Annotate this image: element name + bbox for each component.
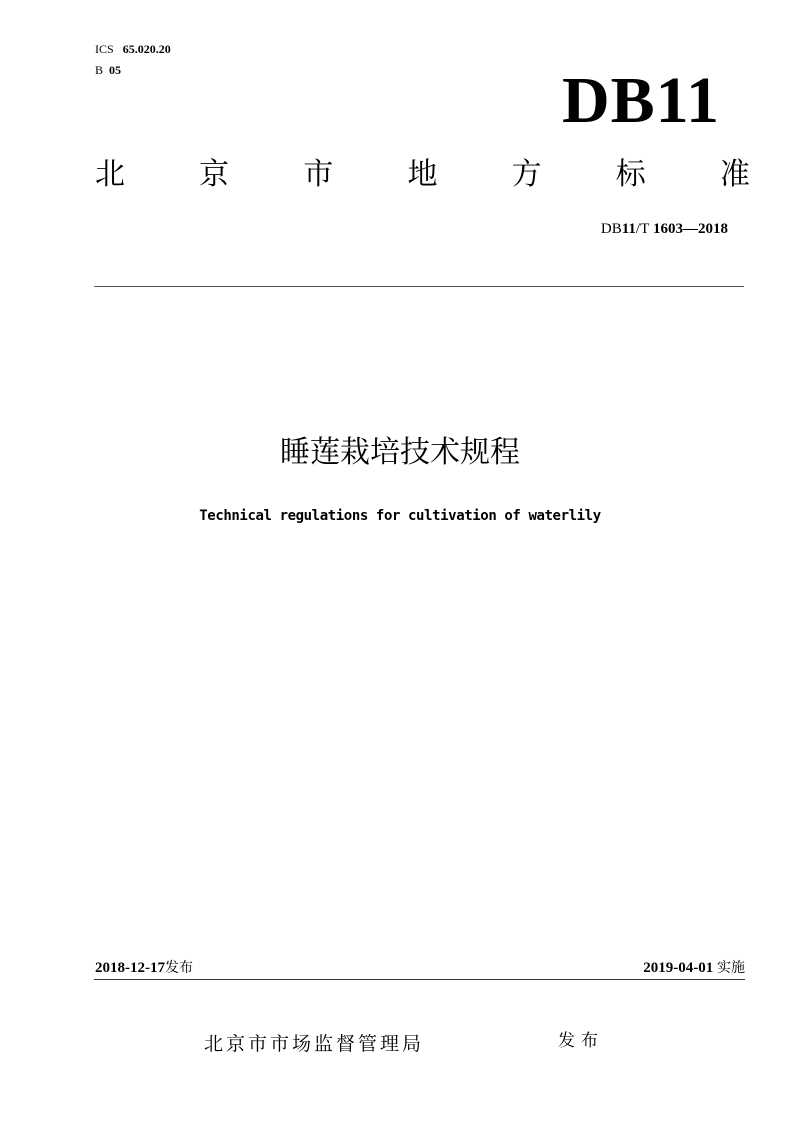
standard-type-char: 京 [199,157,230,192]
standard-type-heading [95,155,750,195]
issuing-authority: 北京市市场监督管理局 [204,1033,425,1055]
effective-date: 2019-04-01 [643,960,714,976]
classification-code [95,63,121,77]
std-num-region: 11 [621,221,636,237]
standard-number [601,220,728,238]
effective-date-line [643,958,745,978]
publish-date-line [95,958,193,978]
standard-type-char: 准 [719,157,750,192]
document-title-chinese: 睡莲栽培技术规程 [280,435,520,470]
standard-type-char: 市 [303,157,334,192]
standard-type-char: 北 [95,157,125,192]
footer-divider [94,979,745,980]
class-value: 05 [109,63,122,77]
std-num-prefix: DB [600,221,622,237]
publish-date: 2018-12-17 [95,960,165,976]
issue-action: 发布 [558,1031,604,1051]
header-divider [94,286,744,287]
std-num-code: 1603—2018 [653,221,728,237]
standard-type-char: 方 [511,157,542,192]
class-label: B [95,63,104,77]
std-num-type: /T [635,221,650,237]
standard-type-char: 地 [407,157,438,192]
ics-value: 65.020.20 [122,42,171,56]
effective-label: 实施 [717,960,745,976]
standard-logo: DB11 [561,64,720,137]
publish-label: 发布 [165,960,193,976]
standard-type-char: 标 [615,157,646,192]
document-title-english: Technical regulations for cultivation of waterlily [199,508,601,524]
ics-code [95,42,171,56]
ics-label: ICS [95,42,114,56]
